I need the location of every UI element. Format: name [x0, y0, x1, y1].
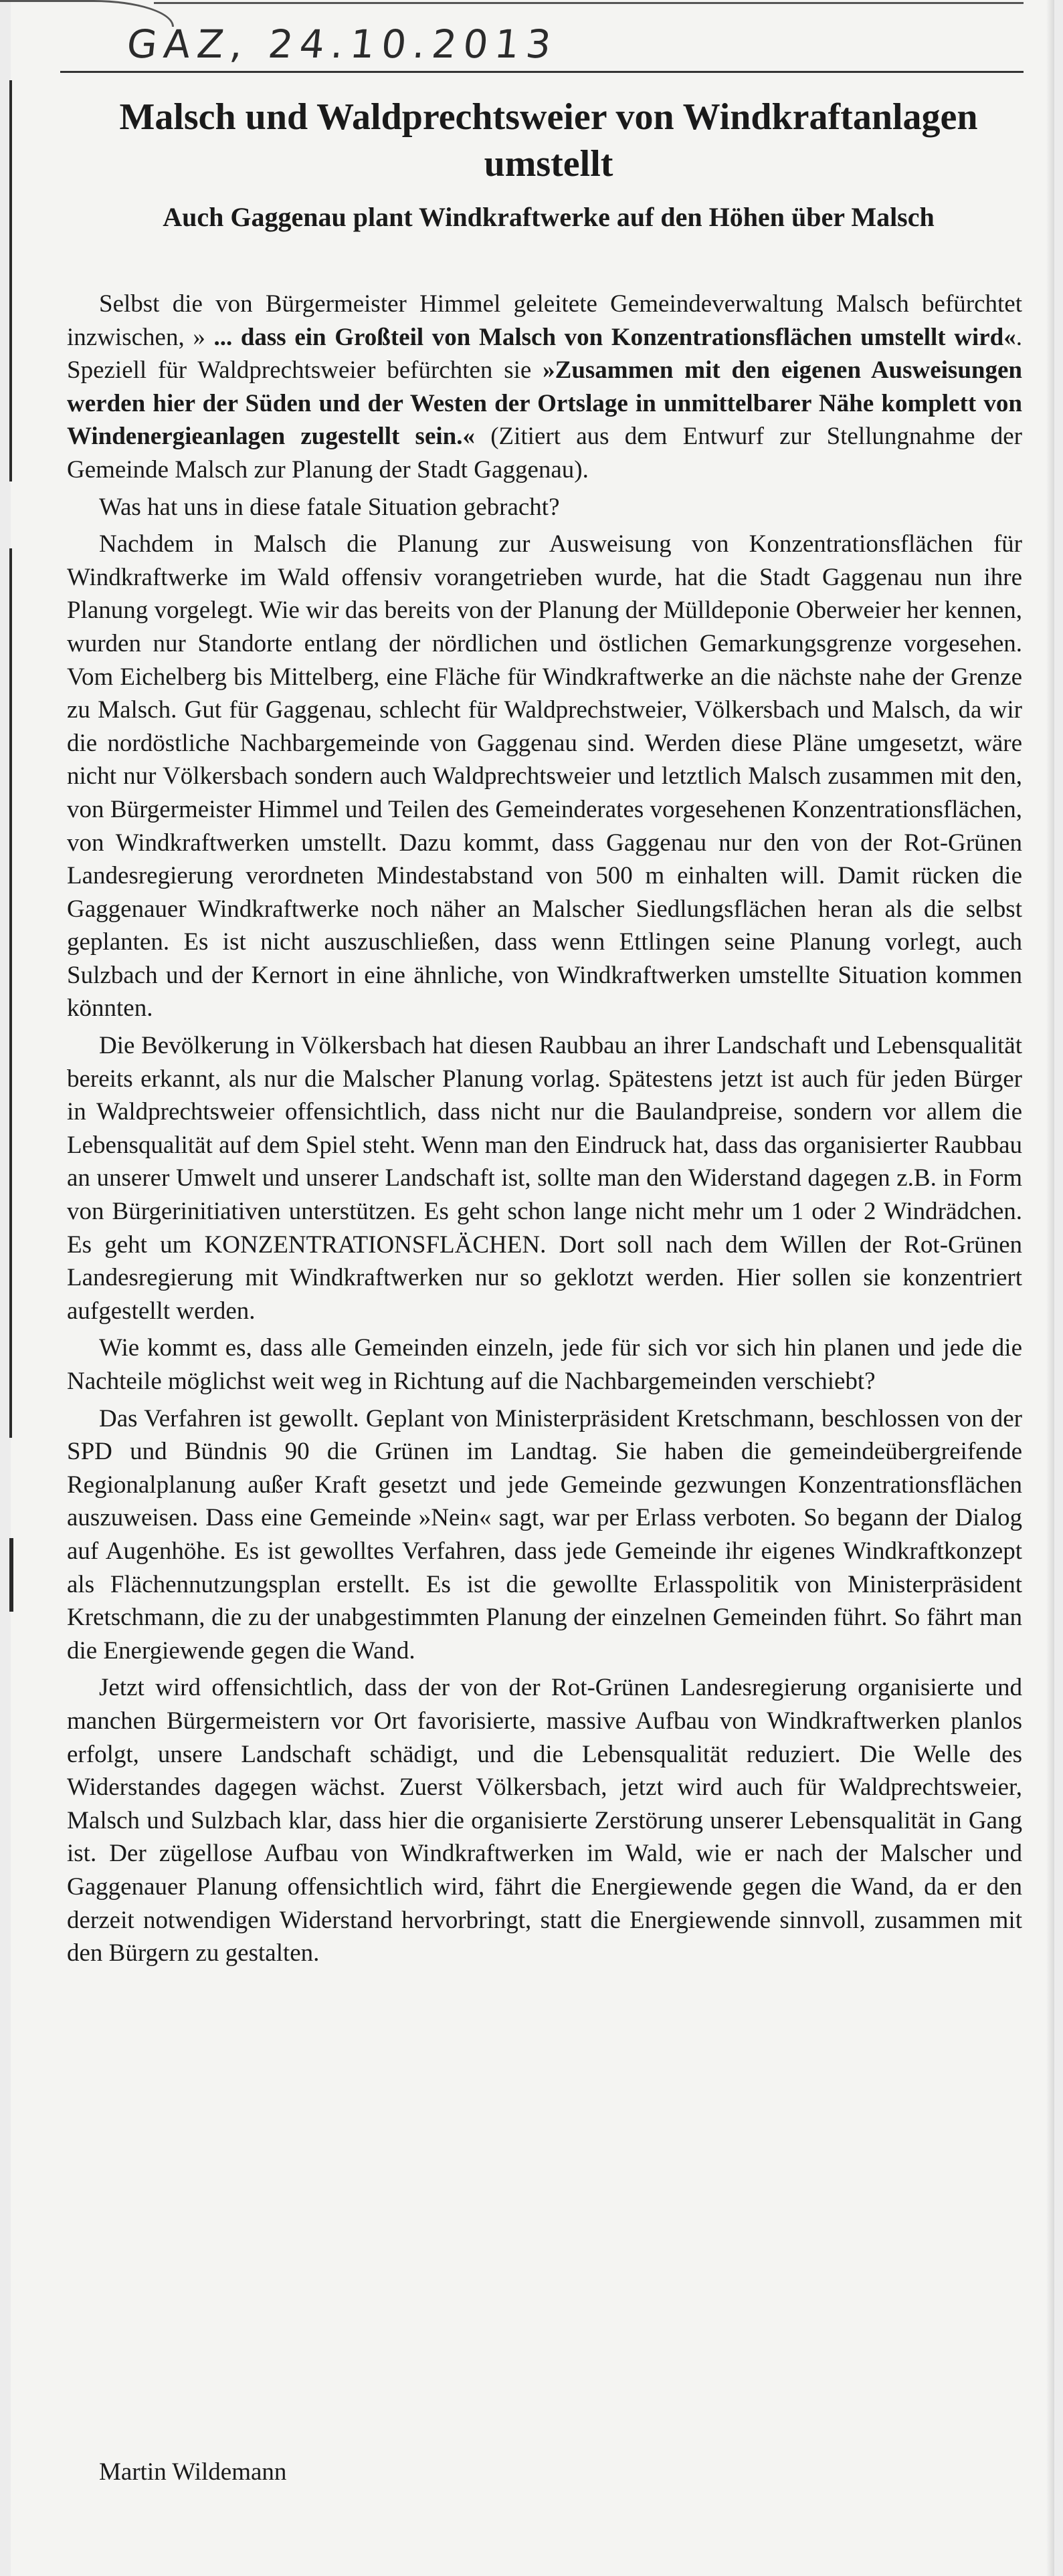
margin-mark [9, 80, 12, 481]
paragraph-1 [67, 288, 1022, 487]
paragraph-3: Nachdem in Malsch die Planung zur Ausweisung von Konzentrationsflächen für Windkraftwerke im Wald offensiv vorangetrieben wurde, hat die Stadt Gaggenau nun ihre Planung vorgelegt. Wie wir das bereits von der Planung der Mülldeponie Oberweier her kennen, wurden nur Standorte entlang der nördlichen und östlichen Gemarkungsgrenze vorgesehen. Vom Eichelberg bis Mittelberg, eine Fläche für Windkraftwerke an die nächste nahe der Grenze zu Malsch. Gut für Gaggenau, schlecht für Waldprechstweier, Völkersbach und Malsch, da wir die nordöstliche Nachbargemeinde von Gaggenau sind. Werden diese Pläne umgesetzt, wäre nicht nur Völkersbach sondern auch Waldprechtsweier und letztlich Malsch zusammen mit den, von Bürgermeister Himmel und Teilen des Gemeinderates vorgesehenen Konzentrationsflächen, von Windkraftwerken umstellt. Dazu kommt, dass Gaggenau nur den von der Rot-Grünen Landesregierung verordneten Mindestabstand von 500 m einhalten will. Damit rücken die Gaggenauer Windkraftwerke noch näher an Malscher Siedlungsflächen heran als die selbst geplanten. Es ist nicht auszuschließen, dass wenn Ettlingen seine Planung vorlegt, auch Sulzbach und der Kernort in eine ähnliche, von Windkraftwerken umstellte Situation kommen könnten. [67, 530, 1022, 1023]
handwritten-underline [60, 71, 1024, 73]
article-body [67, 288, 1022, 1974]
paragraph-1-text-c: . Speziell für Waldprechtsweier befürchten sie [67, 323, 1023, 385]
article-subheadline: Auch Gaggenau plant Windkraftwerke auf den Höhen über Malsch [163, 202, 935, 232]
paragraph-6: Das Verfahren ist gewollt. Geplant von Ministerpräsident Kretschmann, beschlossen von der SPD und Bündnis 90 die Grünen im Landtag. Sie haben die gemeindeübergreifende Regionalplanung außer Kraft gesetzt und jede Gemeinde gezwungen Konzentrationsflächen auszuweisen. Dass eine Gemeinde »Nein« sagt, war per Erlass verboten. So begann der Dialog auf Augenhöhe. Es ist gewolltes Verfahren, dass jede Gemeinde ihr eigenes Windkraftkonzept als Flächennutzungsplan erstellt. Es ist die gewollte Erlasspolitik von Ministerpräsident Kretschmann, die zu der unabgestimmten Planung der einzelnen Gemeinden führt. So fährt man die Energiewende gegen die Wand. [67, 1404, 1022, 1665]
top-border-rule [154, 2, 1024, 4]
margin-mark [9, 548, 12, 1438]
article-headline: Malsch und Waldprechtsweier von Windkraftanlagen umstellt [119, 96, 978, 185]
paragraph-1-quote-1: ... dass ein Großteil von Malsch von Konzentrationsflächen umstellt wird« [205, 323, 1016, 351]
paragraph-1-text-a: Selbst die von Bürgermeister Himmel geleitete Gemeindeverwaltung Malsch befürchtet inzwischen, » [67, 290, 1022, 351]
paragraph-1-text-e: (Zitiert aus dem Entwurf zur Stellungnahme der Gemeinde Malsch zur Planung der Stadt Gaggenau). [67, 423, 1022, 484]
paragraph-5: Wie kommt es, dass alle Gemeinden einzeln, jede für sich vor sich hin planen und jede die Nachteile möglichst weit weg in Richtung auf die Nachbargemeinden verschiebt? [67, 1334, 1022, 1395]
scan-edge-shadow [1046, 0, 1054, 2576]
paragraph-7: Jetzt wird offensichtlich, dass der von der Rot-Grünen Landesregierung organisierte und manchen Bürgermeistern vor Ort favorisierte, massive Aufbau von Windkraftwerken planlos erfolgt, unsere Landschaft schädigt, und die Lebensqualität reduziert. Die Welle des Widerstandes dagegen wächst. Zuerst Völkersbach, jetzt wird auch für Waldprechtsweier, Malsch und Sulzbach klar, dass hier die organisierte Zerstörung unserer Lebensqualität in Gang ist. Der zügellose Aufbau von Windkraftwerken im Wald, wie er nach der Malscher und Gaggenauer Planung offensichtlich wird, fährt die Energiewende gegen die Wand, da er den derzeit notwendigen Widerstand hervorbringt, statt die Energiewende sinnvoll, zusammen mit den Bürgern zu gestalten. [67, 1674, 1022, 1967]
paragraph-4: Die Bevölkerung in Völkersbach hat diesen Raubbau an ihrer Landschaft und Lebensqualität bereits erkannt, als nur die Malscher Planung vorlag. Spätestens jetzt ist auch für jeden Bürger in Waldprechtsweier offensichtlich, dass nicht nur die Baulandpreise, sondern vor allem die Lebensqualität auf dem Spiel steht. Wenn man den Eindruck hat, dass das organisierter Raubbau an unserer Umwelt und unserer Landschaft ist, sollte man den Widerstand dagegen z.B. in Form von Bürgerinitiativen unterstützen. Es geht schon lange nicht mehr um 1 oder 2 Windrädchen. Es geht um KONZENTRATIONSFLÄCHEN. Dort soll nach dem Willen der Rot-Grünen Landesregierung mit Windkraftwerken nur so geklotzt werden. Hier sollen sie konzentriert aufgestellt werden. [67, 1032, 1022, 1325]
handwritten-source-note: GAZ, 24.10.2013 [124, 21, 560, 67]
paragraph-2: Was hat uns in diese fatale Situation gebracht? [99, 493, 560, 521]
paragraph-1-quote-2: »Zusammen mit den eigenen Ausweisungen werden hier der Süden und der Westen der Ortslage in unmittelbarer Nähe komplett von Windenergieanlagen zugestellt sein.« [67, 356, 1022, 451]
article-author: Martin Wildemann [99, 2458, 287, 2486]
margin-mark [9, 1538, 13, 1612]
